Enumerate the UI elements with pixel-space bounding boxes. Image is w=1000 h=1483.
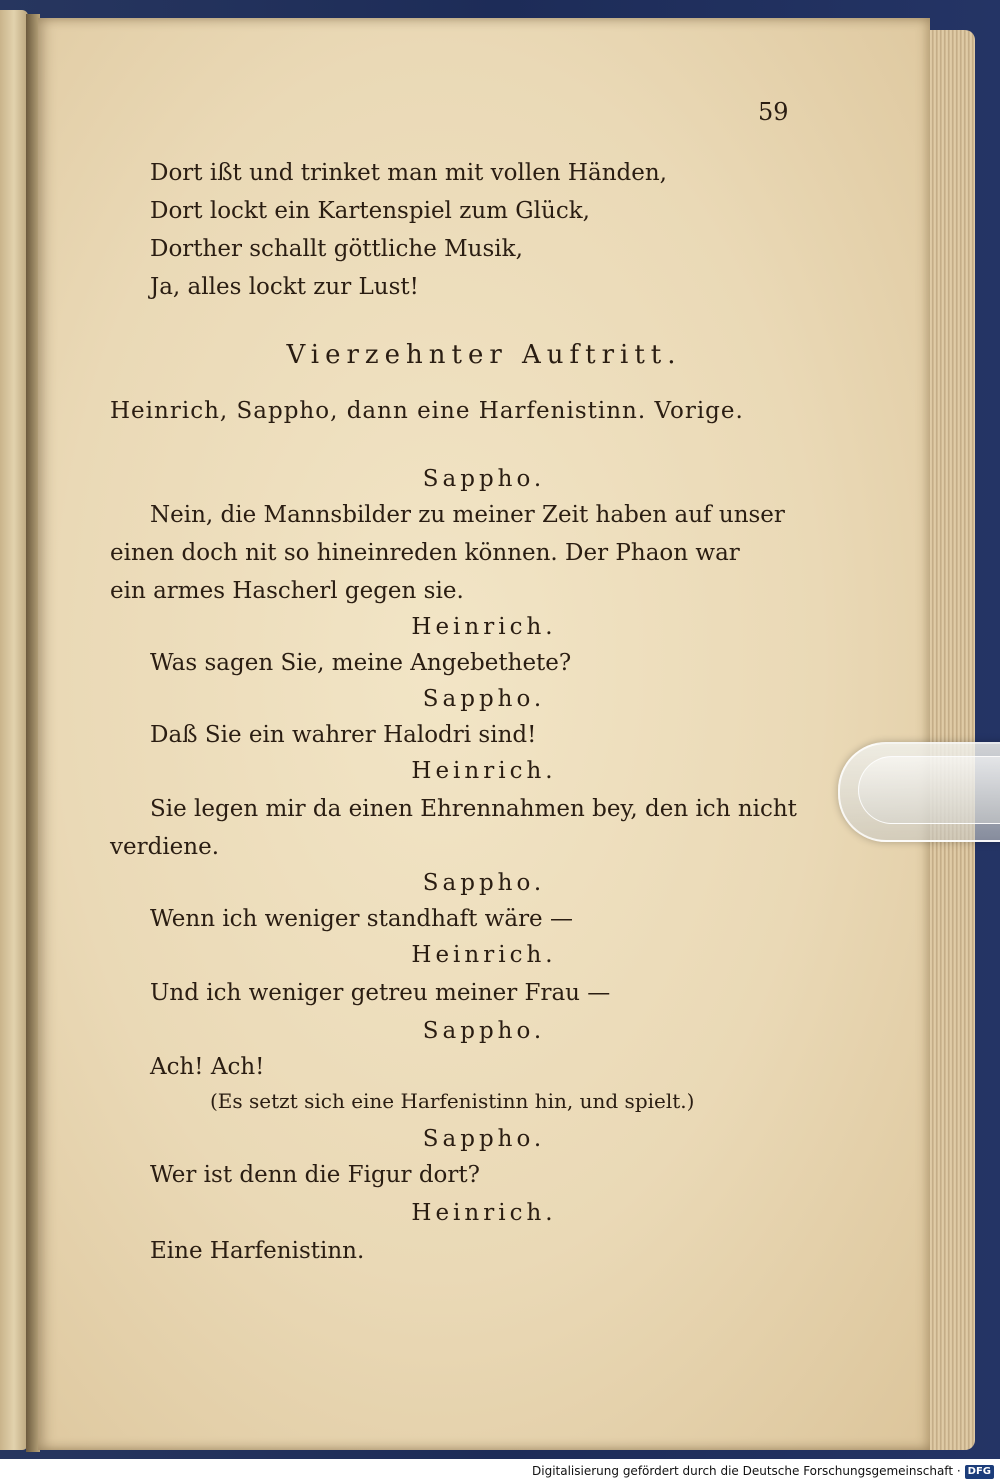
speaker-name: Sappho.	[422, 1018, 546, 1044]
dfg-logo: DFG	[965, 1465, 994, 1479]
scene-heading: Vierzehnter Auftritt.	[286, 340, 682, 370]
digitization-footer	[0, 1459, 1000, 1483]
previous-page-edge	[0, 10, 28, 1450]
verse-line: Dort lockt ein Kartenspiel zum Glück,	[150, 198, 590, 224]
dialogue-line: einen doch nit so hineinreden können. Der Phaon war	[110, 540, 740, 566]
speaker-name: Heinrich.	[411, 942, 557, 968]
dialogue-line: Was sagen Sie, meine Angebethete?	[150, 650, 572, 676]
dialogue-line: Sie legen mir da einen Ehrennahmen bey, den ich nicht	[150, 796, 797, 822]
dialogue-line: Nein, die Mannsbilder zu meiner Zeit haben auf unser	[150, 502, 785, 528]
speaker-name: Sappho.	[422, 870, 546, 896]
footer-text: Digitalisierung gefördert durch die Deutsche Forschungsgemeinschaft ·	[532, 1464, 961, 1478]
speaker-name: Heinrich.	[411, 758, 557, 784]
dialogue-line: Wer ist denn die Figur dort?	[150, 1162, 480, 1188]
dialogue-line: Und ich weniger getreu meiner Frau —	[150, 980, 611, 1006]
dialogue-line: verdiene.	[110, 834, 220, 860]
stage-direction: (Es setzt sich eine Harfenistinn hin, und spielt.)	[210, 1089, 695, 1113]
page-clip-highlight	[858, 756, 1000, 824]
page-number: 59	[758, 98, 789, 126]
speaker-name: Heinrich.	[411, 614, 557, 640]
speaker-name: Sappho.	[422, 1126, 546, 1152]
speaker-name: Sappho.	[422, 466, 546, 492]
book-page	[38, 18, 930, 1450]
verse-line: Dorther schallt göttliche Musik,	[150, 236, 523, 262]
verse-line: Ja, alles lockt zur Lust!	[150, 274, 419, 300]
dialogue-line: Ach! Ach!	[150, 1054, 265, 1080]
dialogue-line: Wenn ich weniger standhaft wäre —	[150, 906, 573, 932]
cast-line: Heinrich, Sappho, dann eine Harfenistinn. Vorige.	[110, 398, 744, 424]
speaker-name: Sappho.	[422, 686, 546, 712]
dialogue-line: Eine Harfenistinn.	[150, 1238, 365, 1264]
dialogue-line: ein armes Hascherl gegen sie.	[110, 578, 464, 604]
verse-line: Dort ißt und trinket man mit vollen Händen,	[150, 160, 667, 186]
speaker-name: Heinrich.	[411, 1200, 557, 1226]
dialogue-line: Daß Sie ein wahrer Halodri sind!	[150, 722, 537, 748]
